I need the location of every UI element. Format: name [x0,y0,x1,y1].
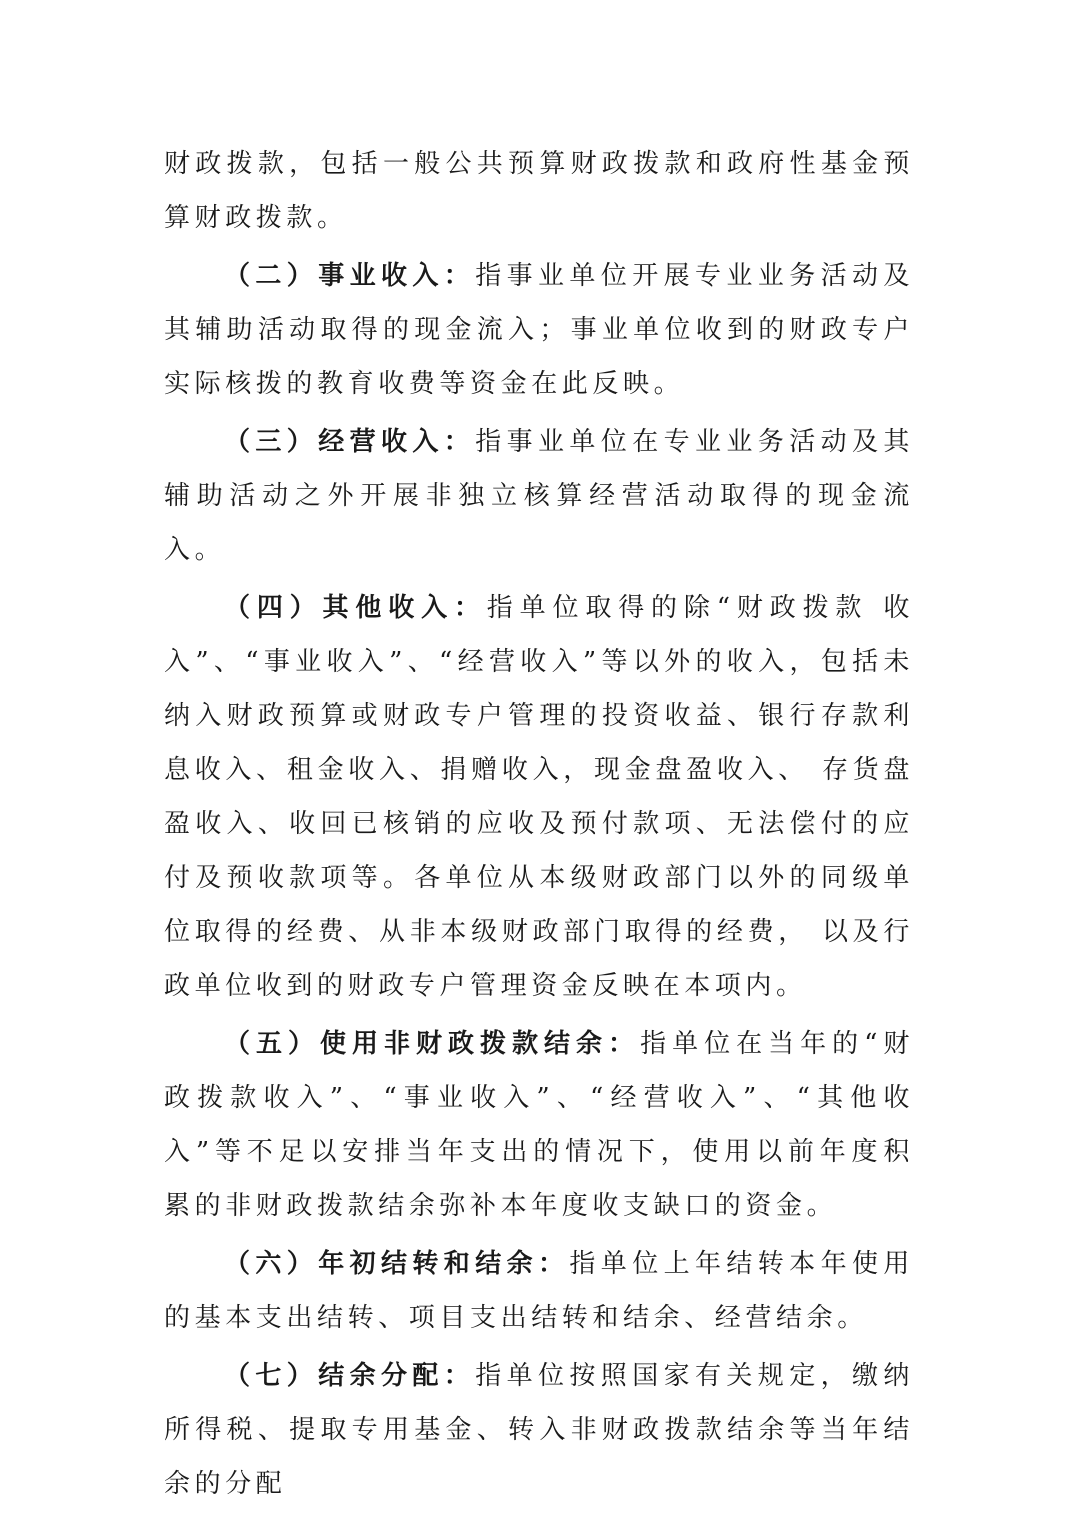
paragraph-text: 指事业单位在专业业务活动及其辅助活动之外开展非独立核算经营活动取得的现金流入。 [164,427,914,565]
paragraph-text: 指单位取得的除“财政拨款 收入”、“事业收入”、“经营收入”等以外的收入，包括未纳入财政预算或财政专户管理的投资收益、银行存款利息收入、租金收入、捐赠收入，现金盘盈收入、 存货盘盈收入、收回已核销的应收及预付款项、无法偿付的应付及预收款项等。各单位从本级财政部门以外的同级单位取得的经费、从非本级财政部门取得的经费， 以及行政单位收到的财政专户管理资金反映在本项内。 [164,593,914,1001]
paragraph-heading: （三）经营收入： [224,427,476,457]
document-page [164,137,914,1515]
paragraph-text: 指单位上年结转本年使用的基本支出结转、项目支出结转和结余、经营结余。 [164,1249,914,1333]
paragraph-text: 财政拨款，包括一般公共预算财政拨款和政府性基金预算财政拨款。 [164,149,914,233]
paragraph-heading: （二）事业收入： [224,261,476,291]
paragraph-operating-income [164,415,914,577]
paragraph-business-income [164,249,914,411]
paragraph-text: 指事业单位开展专业业务活动及其辅助活动取得的现金流入；事业单位收到的财政专户实际核拨的教育收费等资金在此反映。 [164,261,914,399]
paragraph-text: 指单位在当年的“财政拨款收入”、“事业收入”、“经营收入”、“其他收入”等不足以安排当年支出的情况下，使用以前年度积累的非财政拨款结余弥补本年度收支缺口的资金。 [164,1029,914,1221]
paragraph-other-income [164,581,914,1013]
paragraph-surplus-distribution [164,1349,914,1511]
paragraph-non-fiscal-surplus-use [164,1017,914,1233]
paragraph-heading: （五）使用非财政拨款结余： [224,1029,641,1059]
paragraph-heading: （七）结余分配： [224,1361,476,1391]
paragraph-heading: （六）年初结转和结余： [224,1249,570,1279]
paragraph-text: 指单位按照国家有关规定，缴纳所得税、提取专用基金、转入非财政拨款结余等当年结余的分配 [164,1361,914,1499]
paragraph-heading: （四）其他收入： [224,593,487,623]
paragraph-opening-carryover [164,1237,914,1345]
paragraph-continuation [164,137,914,245]
